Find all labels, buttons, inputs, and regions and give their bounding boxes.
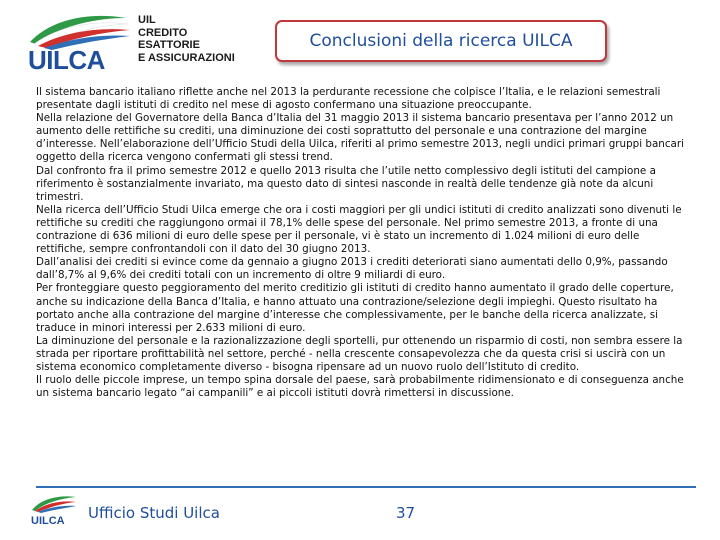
paragraph: Dall’analisi dei crediti si evince come da gennaio a giugno 2013 i crediti deteriorati siano aumentati dello 0,9%, passando dall’8,7% al 9,6% dei crediti totali con un incremento di oltre 9 miliardi di euro.: [36, 256, 668, 282]
footer-logo-icon: [28, 494, 78, 526]
logo-subtitle: [138, 14, 235, 64]
footer-divider: [36, 486, 696, 488]
logo-line: UIL: [138, 14, 156, 26]
page-number: 37: [396, 504, 416, 522]
footer-logo-word: UILCA: [31, 515, 65, 526]
paragraph: Per fronteggiare questo peggioramento del merito creditizio gli istituti di credito hanno aumentato il grado delle coperture, anche su indicazione della Banca d’Italia, e hanno attuato una contrazione/selezione degli impieghi. Questo risultato ha portato anche alla contrazione del margine d’interesse che complessivamente, per le banche della ricerca analizzate, si traduce in minori interessi per 2.633 milioni di euro.: [36, 282, 674, 334]
paragraph: La diminuzione del personale e la razionalizzazione degli sportelli, pur ottenendo un risparmio di costi, non sembra essere la strada per riportare profittabilità nel settore, perché - nella crescente consapevolezza che da questa crisi si uscirà con un sistema economico completamente diverso - bisogna ripensare ad un nuovo ruolo dell’Istituto di credito.: [36, 334, 683, 373]
paragraph: Il sistema bancario italiano riflette anche nel 2013 la perdurante recessione che colpisce l’Italia, e le relazioni semestrali presentate dagli istituti di credito nel mese di agosto confermano una situazione preoccupante.: [36, 86, 661, 112]
uilca-logo: [22, 12, 242, 75]
paragraph: Nella relazione del Governatore della Banca d’Italia del 31 maggio 2013 il sistema bancario presentava per l’anno 2012 un aumento delle rettifiche su crediti, una diminuzione dei costi soprattutto del personale e una contrazione del margine d’interesse. Nell’elaborazione dell’Ufficio Studi della Uilca, riferiti al primo semestre 2013, negli undici primari gruppi bancari oggetto della ricerca vengono confermati gli stessi trend.: [36, 112, 684, 164]
logo-line: CREDITO: [138, 26, 188, 39]
page-title: Conclusioni della ricerca UILCA: [309, 31, 573, 51]
paragraph: Dal confronto fra il primo semestre 2012 e quello 2013 risulta che l’utile netto complessivo degli istituti del campione a riferimento è sostanzialmente invariato, ma questo dato di sintesi nasconde in realtà delle tendenze già note da alcuni trimestri.: [36, 164, 656, 203]
logo-line: E ASSICURAZIONI: [138, 51, 235, 64]
footer-label: Ufficio Studi Uilca: [88, 504, 220, 522]
body-text: [36, 86, 692, 400]
paragraph: Nella ricerca dell’Ufficio Studi Uilca emerge che ora i costi maggiori per gli undici istituti di credito analizzati sono divenuti le rettifiche su crediti che raggiungono ormai il 78,1% delle spese del personale. Nel primo semestre 2013, a fronte di una contrazione di 636 milioni di euro delle spese per il personale, vi è stato un incremento di 1.024 milioni di euro delle rettifiche, sempre confrontandoli con il dato del 30 giugno 2013.: [36, 203, 682, 256]
paragraph: Il ruolo delle piccole imprese, un tempo spina dorsale del paese, sarà probabilmente ridimensionato e di conseguenza anche un sistema bancario legato “ai campanili” e ai piccoli istituti dovrà rimettersi in discussione.: [36, 374, 684, 400]
logo-line: ESATTORIE: [138, 39, 200, 51]
logo-wordmark: UILCA: [28, 45, 105, 75]
title-box: [275, 20, 607, 62]
